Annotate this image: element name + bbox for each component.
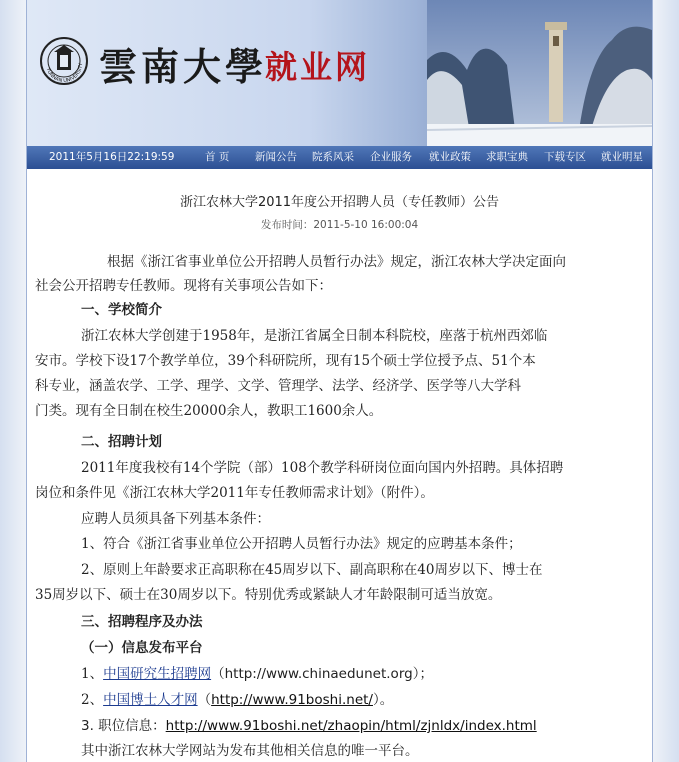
paragraph-line: 2011年度我校有14个学院（部）108个教学科研岗位面向国内外招聘。具体招聘: [81, 460, 564, 476]
section-heading: 二、招聘计划: [81, 434, 162, 450]
nav-policy[interactable]: 就业政策: [429, 151, 471, 163]
platform-url-open: （: [197, 692, 212, 708]
platform-number: 1、: [81, 666, 104, 682]
paragraph-line: 其中浙江农林大学网站为发布其他相关信息的唯一平台。: [81, 743, 419, 759]
university-name: 雲南大學: [99, 44, 268, 89]
right-rule: [652, 0, 653, 762]
platform-url-link[interactable]: http://www.91boshi.net/: [211, 692, 373, 708]
section-heading: 一、学校简介: [81, 302, 162, 318]
site-header: [27, 0, 652, 146]
condition-item: 1、符合《浙江省事业单位公开招聘人员暂行办法》规定的应聘基本条件；: [81, 536, 522, 552]
platform-url-close: ）；: [412, 666, 433, 682]
platform-item: [81, 662, 433, 682]
paragraph-line: 科专业，涵盖农学、工学、理学、文学、管理学、法学、经济学、医学等八大学科: [35, 378, 521, 394]
paragraph-line: 应聘人员须具备下列基本条件：: [81, 511, 270, 527]
main-nav: [27, 146, 652, 169]
paragraph-line: 岗位和条件见《浙江农林大学2011年专任教师需求计划》（附件）。: [35, 485, 434, 501]
nav-departments[interactable]: 院系风采: [312, 151, 354, 163]
platform-url: http://www.chinaedunet.org: [224, 666, 413, 682]
nav-news[interactable]: 新闻公告: [255, 151, 297, 163]
platform-link-chinaedunet[interactable]: 中国研究生招聘网: [103, 666, 212, 682]
article-content: [27, 169, 652, 762]
article-title: 浙江农林大学2011年度公开招聘人员（专任教师）公告: [179, 195, 500, 210]
nav-enterprise[interactable]: 企业服务: [370, 151, 412, 163]
job-info-item: [81, 714, 537, 734]
paragraph-line: 社会公开招聘专任教师。现将有关事项公告如下：: [35, 278, 332, 294]
paragraph-line: 浙江农林大学创建于1958年，是浙江省属全日制本科院校，座落于杭州西郊临: [81, 328, 548, 344]
section-heading: 三、招聘程序及办法: [81, 614, 203, 630]
job-info-link[interactable]: http://www.91boshi.net/zhaopin/html/zjnldx/index.html: [165, 718, 537, 734]
platform-number: 2、: [81, 692, 104, 708]
right-border: [653, 0, 679, 762]
paragraph-line: 门类。现有全日制在校生20000余人，教职工1600余人。: [35, 403, 383, 419]
svg-text:YUNNAN UNIVERSITY: YUNNAN UNIVERSITY: [44, 62, 85, 85]
current-datetime: 2011年5月16日22:19:59: [49, 151, 175, 163]
nav-job-guide[interactable]: 求职宝典: [486, 151, 528, 163]
nav-home[interactable]: 首 页: [205, 151, 230, 163]
nav-stars[interactable]: 就业明星: [601, 151, 643, 163]
platform-url-close: ）。: [372, 692, 394, 708]
platform-url-open: （: [211, 666, 225, 682]
left-border: [0, 0, 26, 762]
platform-link-91boshi[interactable]: 中国博士人才网: [103, 692, 198, 708]
paragraph-line: 35周岁以下、硕士在30周岁以下。特别优秀或紧缺人才年龄限制可适当放宽。: [35, 587, 502, 603]
paragraph-line: 安市。学校下设17个教学单位，39个科研院所，现有15个硕士学位授予点、51个本: [35, 353, 536, 369]
job-info-label: 3. 职位信息：: [81, 718, 166, 734]
university-seal-icon: [39, 36, 89, 86]
nav-downloads[interactable]: 下载专区: [544, 151, 586, 163]
subsection-heading: （一）信息发布平台: [81, 640, 203, 656]
site-title: 就业网: [265, 48, 371, 86]
campus-photo: [427, 0, 652, 146]
condition-item: 2、原则上年龄要求正高职称在45周岁以下、副高职称在40周岁以下、博士在: [81, 562, 543, 578]
paragraph-line: 根据《浙江省事业单位公开招聘人员暂行办法》规定，浙江农林大学决定面向: [107, 254, 566, 270]
platform-item: [81, 688, 393, 708]
publish-time: 发布时间：2011-5-10 16:00:04: [260, 219, 419, 231]
